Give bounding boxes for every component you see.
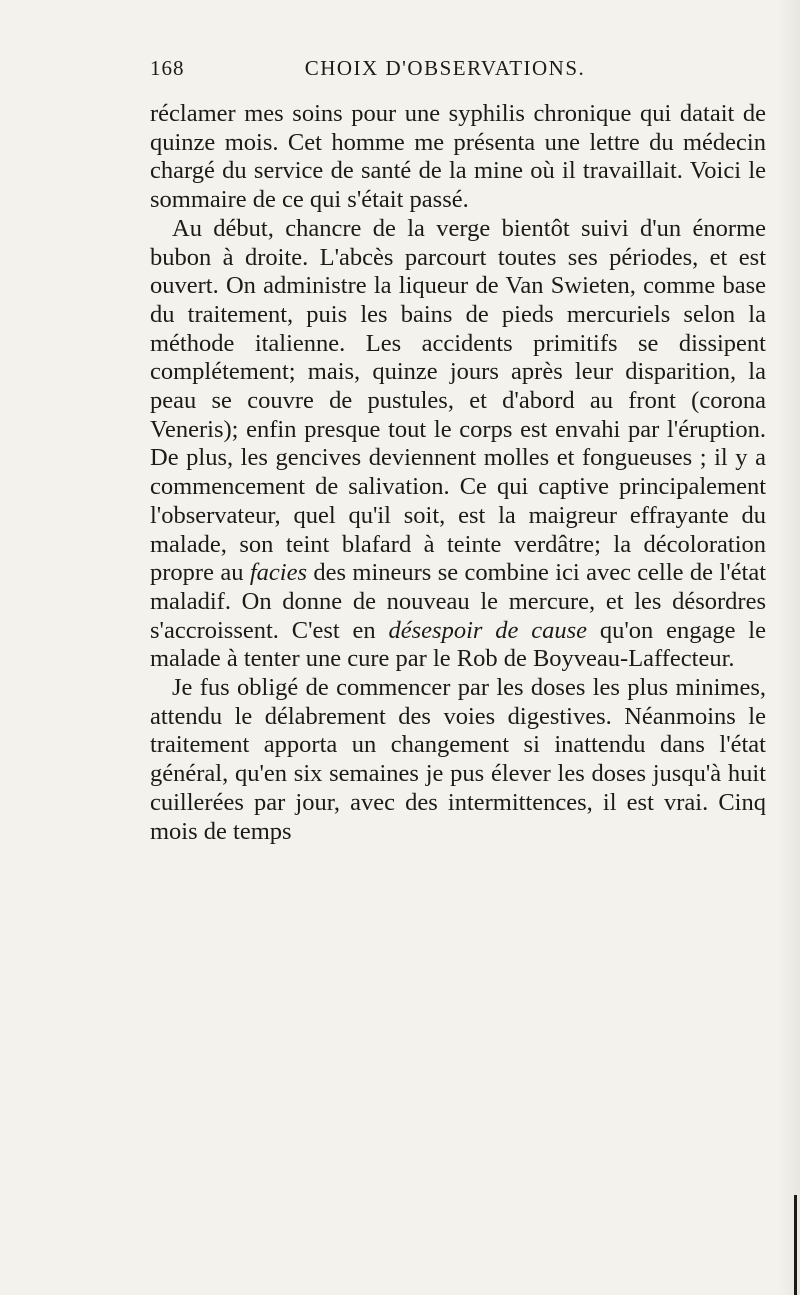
- running-title: CHOIX D'OBSERVATIONS.: [304, 56, 586, 80]
- page-number: 168: [150, 56, 185, 80]
- paragraph-1: réclamer mes soins pour une syphilis chronique qui datait de quinze mois. Cet homme me présenta une lettre du médecin chargé du service de santé de la mine où il travaillait. Voici le sommaire de ce qui s'était passé.: [150, 100, 766, 214]
- italic-desespoir: désespoir de cause: [388, 616, 588, 644]
- page-edge-mark: [794, 1195, 797, 1295]
- paragraph-2-part-c: qu'on engage le malade à tenter une cure par le Rob de Boyveau-Laffecteur.: [150, 616, 766, 673]
- italic-facies: facies: [249, 559, 307, 587]
- paragraph-3: Je fus obligé de commencer par les doses les plus minimes, attendu le délabrement des voies digestives. Néanmoins le traitement apporta un changement si inattendu dans l'état général, qu'en six semaines je pus élever les doses jusqu'à huit cuillerées par jour, avec des intermittences, il est vrai. Cinq mois de temps: [150, 674, 766, 845]
- body-text: [150, 100, 766, 846]
- paragraph-2-part-a: Au début, chancre de la verge bientôt suivi d'un énorme bubon à droite. L'abcès parcourt toutes ses périodes, et est ouvert. On administre la liqueur de Van Swieten, comme base du traitement, puis les bains de pieds mercuriels selon la méthode italienne. Les accidents primitifs se dissipent complétement; mais, quinze jours après leur disparition, la peau se couvre de pustules, et d'abord au front (corona Veneris); enfin presque tout le corps est envahi par l'éruption. De plus, les gencives deviennent molles et fongueuses ; il y a commencement de salivation. Ce qui captive principalement l'observateur, quel qu'il soit, est la maigreur effrayante du malade, son teint blafard à teinte verdâtre; la décoloration propre au: [150, 214, 766, 587]
- paragraph-2: [150, 215, 766, 674]
- page-edge-shadow: [778, 0, 800, 1295]
- paragraph-2-part-b: des mineurs se combine ici avec celle de l'état maladif. On donne de nouveau le mercure, et les désordres s'accroissent. C'est en: [150, 559, 766, 644]
- running-head: [150, 56, 740, 86]
